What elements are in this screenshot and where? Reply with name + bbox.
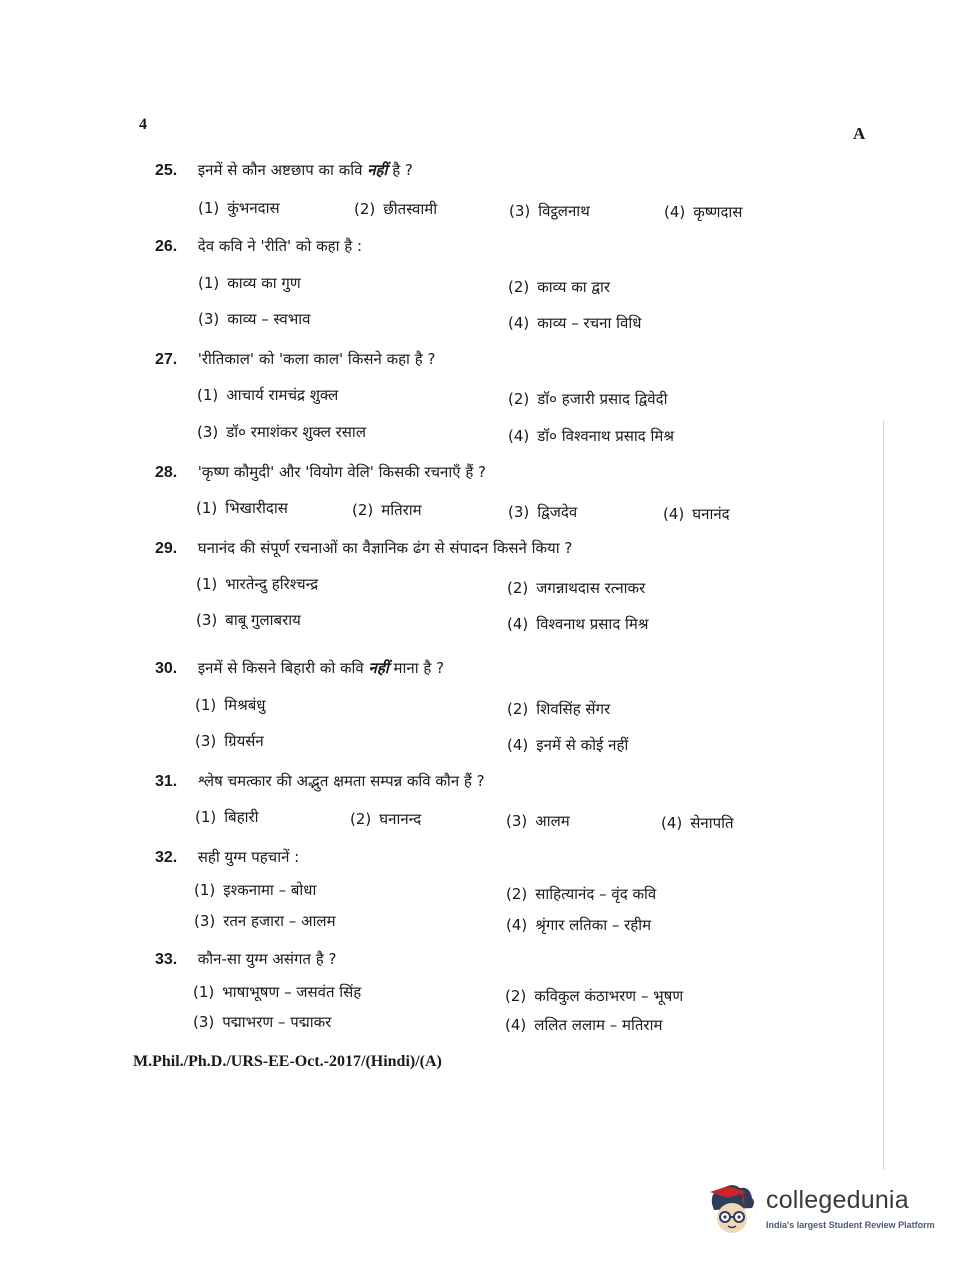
q26-option-2: (2) काव्य का द्वार — [508, 278, 611, 296]
question-number: 31. — [155, 773, 178, 790]
q27-option-3: (3) डॉ० रमाशंकर शुक्ल रसाल — [197, 423, 366, 441]
q30-option-1: (1) मिश्रबंधु — [195, 696, 266, 714]
q26-option-4: (4) काव्य – रचना विधि — [508, 314, 642, 332]
question-number: 27. — [155, 351, 178, 368]
q25-option-3: (3) विट्ठलनाथ — [509, 202, 590, 220]
question-set-code: A — [853, 124, 866, 143]
page-number: 4 — [139, 116, 147, 133]
question-text: इनमें से कौन अष्टछाप का कवि — [197, 161, 363, 179]
q26-option-1: (1) काव्य का गुण — [198, 274, 301, 292]
q32-option-1: (1) इश्कनामा – बोधा — [194, 881, 317, 899]
q25-option-4: (4) कृष्णदास — [664, 203, 743, 221]
scan-edge-line — [883, 420, 884, 1170]
question-number: 30. — [155, 660, 178, 677]
question-number: 29. — [155, 540, 178, 557]
question-text: इनमें से किसने बिहारी को कवि — [197, 659, 364, 677]
question-26 — [155, 236, 362, 256]
q33-option-2: (2) कविकुल कंठाभरण – भूषण — [505, 987, 684, 1005]
question-emphasis: नहीं — [368, 659, 389, 677]
q32-option-2: (2) साहित्यानंद – वृंद कवि — [506, 885, 657, 903]
q27-option-4: (4) डॉ० विश्वनाथ प्रसाद मिश्र — [508, 427, 675, 445]
q30-option-2: (2) शिवसिंह सेंगर — [507, 700, 611, 718]
question-suffix: माना है ? — [393, 659, 445, 677]
q27-option-1: (1) आचार्य रामचंद्र शुक्ल — [197, 386, 339, 404]
question-28 — [155, 462, 486, 482]
question-number: 32. — [155, 849, 178, 866]
paper-code-footer: M.Phil./Ph.D./URS-EE-Oct.-2017/(Hindi)/(A) — [133, 1053, 442, 1070]
question-32 — [155, 847, 299, 867]
question-text: 'रीतिकाल' को 'कला काल' किसने कहा है ? — [197, 350, 436, 368]
question-number: 33. — [155, 951, 178, 968]
question-text: घनानंद की संपूर्ण रचनाओं का वैज्ञानिक ढंग से संपादन किसने किया ? — [197, 539, 573, 557]
q26-option-3: (3) काव्य – स्वभाव — [198, 310, 311, 328]
q31-option-1: (1) बिहारी — [195, 808, 259, 826]
question-text: सही युग्म पहचानें : — [197, 848, 300, 866]
q30-option-4: (4) इनमें से कोई नहीं — [507, 736, 629, 754]
question-33 — [155, 949, 336, 969]
q32-option-4: (4) श्रृंगार लतिका – रहीम — [506, 916, 652, 934]
q29-option-1: (1) भारतेन्दु हरिश्चन्द्र — [196, 575, 319, 593]
q28-option-4: (4) घनानंद — [663, 505, 730, 523]
q30-option-3: (3) ग्रियर्सन — [195, 732, 264, 750]
question-number: 25. — [155, 162, 178, 179]
question-number: 28. — [155, 464, 178, 481]
question-number: 26. — [155, 238, 178, 255]
question-suffix: है ? — [392, 161, 413, 179]
q32-option-3: (3) रतन हजारा – आलम — [194, 912, 336, 930]
q25-option-1: (1) कुंभनदास — [198, 199, 280, 217]
question-30 — [155, 658, 444, 678]
question-text: 'कृष्ण कौमुदी' और 'वियोग वेलि' किसकी रचनाएँ हैं ? — [197, 463, 487, 481]
brand-name: collegedunia — [766, 1186, 909, 1214]
q33-option-1: (1) भाषाभूषण – जसवंत सिंह — [193, 983, 362, 1001]
q27-option-2: (2) डॉ० हजारी प्रसाद द्विवेदी — [508, 390, 668, 408]
question-emphasis: नहीं — [367, 161, 388, 179]
q33-option-3: (3) पद्माभरण – पद्माकर — [193, 1013, 332, 1031]
q33-option-4: (4) ललित ललाम – मतिराम — [505, 1016, 663, 1034]
question-text: श्लेष चमत्कार की अद्भुत क्षमता सम्पन्न कवि कौन हैं ? — [197, 772, 485, 790]
q25-option-2: (2) छीतस्वामी — [354, 200, 438, 218]
brand-tagline: India's largest Student Review Platform — [766, 1220, 935, 1230]
q29-option-2: (2) जगन्नाथदास रत्नाकर — [507, 579, 646, 597]
student-avatar-icon — [706, 1182, 762, 1238]
question-27 — [155, 349, 435, 369]
collegedunia-watermark — [706, 1180, 936, 1242]
question-29 — [155, 538, 572, 558]
question-text: कौन-सा युग्म असंगत है ? — [197, 950, 337, 968]
question-text: देव कवि ने 'रीति' को कहा है : — [197, 237, 363, 255]
q31-option-3: (3) आलम — [506, 812, 570, 830]
q28-option-3: (3) द्विजदेव — [508, 503, 578, 521]
q29-option-3: (3) बाबू गुलाबराय — [196, 611, 301, 629]
question-31 — [155, 771, 485, 791]
q28-option-1: (1) भिखारीदास — [196, 499, 288, 517]
question-25 — [155, 160, 413, 180]
q31-option-4: (4) सेनापति — [661, 814, 734, 832]
q31-option-2: (2) घनानन्द — [350, 810, 422, 828]
q29-option-4: (4) विश्वनाथ प्रसाद मिश्र — [507, 615, 649, 633]
q28-option-2: (2) मतिराम — [352, 501, 422, 519]
